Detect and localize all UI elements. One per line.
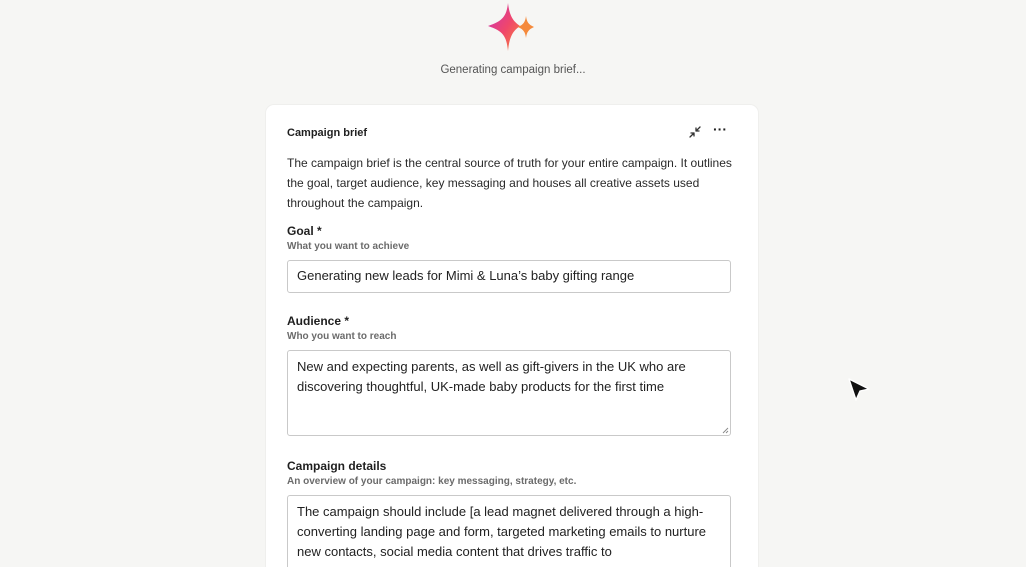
card-title: Campaign brief (287, 127, 368, 139)
resize-grip-icon[interactable] (722, 427, 729, 434)
audience-helper-text: Who you want to reach (287, 331, 397, 342)
campaign-details-label: Campaign details (287, 459, 387, 473)
campaign-details-textarea[interactable]: The campaign should include [a lead magnet delivered through a high-converting landing page and form, targeted marketing emails to nurture new contacts, social media content that drives traffic to (287, 495, 731, 567)
audience-textarea[interactable] (287, 350, 731, 436)
campaign-details-helper-text: An overview of your campaign: key messaging, strategy, etc. (287, 476, 577, 487)
generating-status-text: Generating campaign brief... (440, 64, 586, 76)
audience-value: New and expecting parents, as well as gift-givers in the UK who are discovering thoughtful, UK-made baby products for the first time (297, 359, 686, 394)
more-options-icon[interactable]: ··· (713, 121, 727, 137)
goal-helper-text: What you want to achieve (287, 241, 410, 252)
collapse-icon[interactable] (687, 124, 703, 140)
goal-input[interactable]: Generating new leads for Mimi & Luna’s baby gifting range (287, 260, 731, 293)
card-description: The campaign brief is the central source of truth for your entire campaign. It outlines the goal, target audience, key messaging and houses all creative assets used throughout the campaign. (287, 156, 732, 210)
campaign-brief-card (266, 105, 758, 567)
audience-label: Audience * (287, 314, 350, 328)
goal-label: Goal * (287, 224, 322, 238)
ai-sparkle-icon (486, 2, 538, 54)
mouse-cursor-icon (847, 377, 871, 403)
